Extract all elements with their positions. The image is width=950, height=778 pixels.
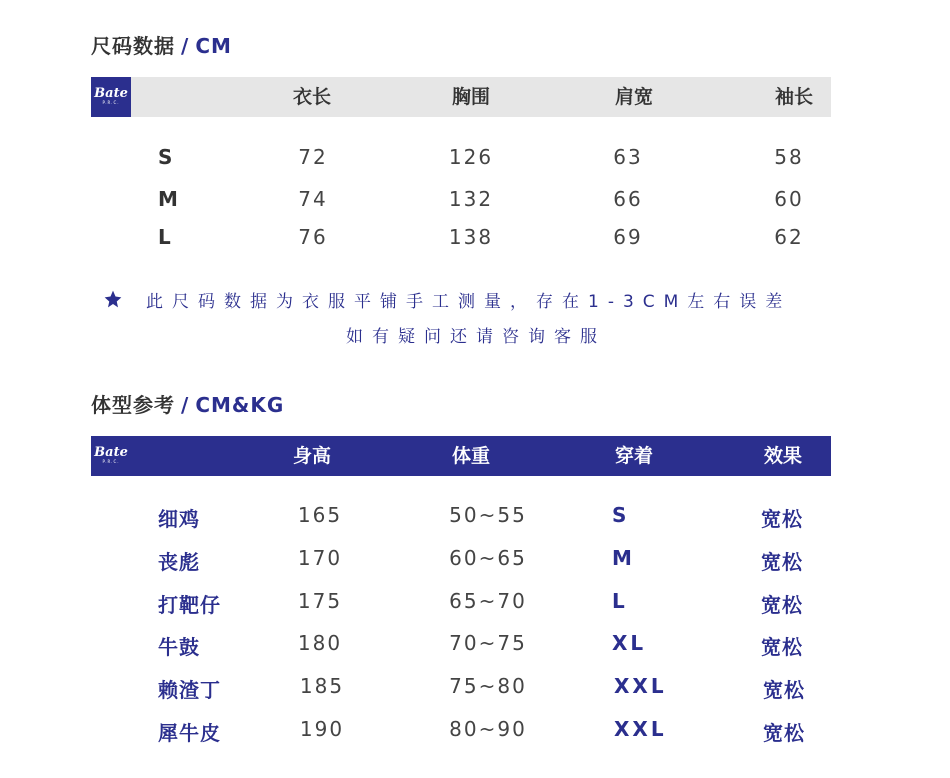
brand-logo-mark: Bate — [94, 445, 128, 460]
size-value: 138 — [448, 225, 494, 249]
size-header-shoulder: 肩宽 — [614, 86, 654, 108]
size-header-sleeve: 袖长 — [774, 86, 814, 108]
size-value: 58 — [774, 145, 804, 169]
body-effect: 宽松 — [761, 550, 803, 574]
size-value: 60 — [774, 187, 804, 211]
brand-logo-mark: Bate — [94, 86, 128, 101]
body-header-wear: 穿着 — [614, 445, 654, 467]
brand-logo-sub: P.R.C. — [102, 459, 120, 464]
body-weight: 80~90 — [449, 717, 527, 741]
body-height: 180 — [297, 631, 343, 655]
size-section-title — [91, 30, 232, 59]
body-wear-size: M — [612, 546, 635, 570]
brand-logo-sub: P.R.C. — [102, 100, 120, 105]
body-table-header — [91, 436, 831, 476]
star-icon — [103, 289, 123, 309]
size-value: 66 — [613, 187, 643, 211]
note-line-1: 此尺码数据为衣服平铺手工测量，存在1-3CM左右误差 — [146, 292, 792, 312]
size-value: 72 — [298, 145, 328, 169]
title-slash: / — [181, 34, 190, 58]
body-effect: 宽松 — [763, 721, 805, 745]
title-slash: / — [181, 393, 190, 417]
size-label: M — [158, 187, 178, 211]
body-type: 细鸡 — [158, 507, 200, 531]
brand-logo — [91, 436, 131, 476]
body-section-title — [91, 389, 284, 418]
body-section-title-text: 体型参考 — [91, 393, 175, 417]
body-type: 犀牛皮 — [158, 721, 221, 745]
size-table-header — [91, 77, 831, 117]
body-type: 赖渣丁 — [158, 678, 221, 702]
body-height: 165 — [297, 503, 343, 527]
body-height: 175 — [297, 589, 343, 613]
body-header-height: 身高 — [292, 445, 332, 467]
body-wear-size: XXL — [614, 717, 667, 741]
body-effect: 宽松 — [761, 507, 803, 531]
body-wear-size: L — [612, 589, 628, 613]
body-height: 190 — [299, 717, 345, 741]
body-height: 185 — [299, 674, 345, 698]
size-value: 62 — [774, 225, 804, 249]
body-weight: 70~75 — [449, 631, 527, 655]
body-height: 170 — [297, 546, 343, 570]
size-value: 76 — [298, 225, 328, 249]
size-value: 69 — [613, 225, 643, 249]
body-header-effect: 效果 — [763, 445, 803, 467]
body-weight: 75~80 — [449, 674, 527, 698]
size-label: S — [158, 145, 173, 169]
brand-logo — [91, 77, 131, 117]
size-section-unit: CM — [195, 34, 232, 58]
size-header-chest: 胸围 — [451, 86, 491, 108]
body-type: 打靶仔 — [158, 593, 221, 617]
size-value: 74 — [298, 187, 328, 211]
size-label: L — [158, 225, 171, 249]
size-value: 63 — [613, 145, 643, 169]
body-type: 丧彪 — [158, 550, 200, 574]
body-wear-size: S — [612, 503, 630, 527]
body-effect: 宽松 — [761, 635, 803, 659]
body-type: 牛鼓 — [158, 635, 200, 659]
size-section-title-text: 尺码数据 — [91, 34, 175, 58]
size-value: 126 — [448, 145, 494, 169]
size-header-length: 衣长 — [292, 86, 332, 108]
body-wear-size: XL — [612, 631, 647, 655]
body-header-weight: 体重 — [451, 445, 491, 467]
size-value: 132 — [448, 187, 494, 211]
body-wear-size: XXL — [614, 674, 667, 698]
body-section-unit: CM&KG — [195, 393, 285, 417]
body-weight: 50~55 — [449, 503, 527, 527]
body-effect: 宽松 — [763, 678, 805, 702]
note-line-2: 如有疑问还请咨询客服 — [346, 327, 606, 347]
body-effect: 宽松 — [761, 593, 803, 617]
body-weight: 65~70 — [449, 589, 527, 613]
body-weight: 60~65 — [449, 546, 527, 570]
